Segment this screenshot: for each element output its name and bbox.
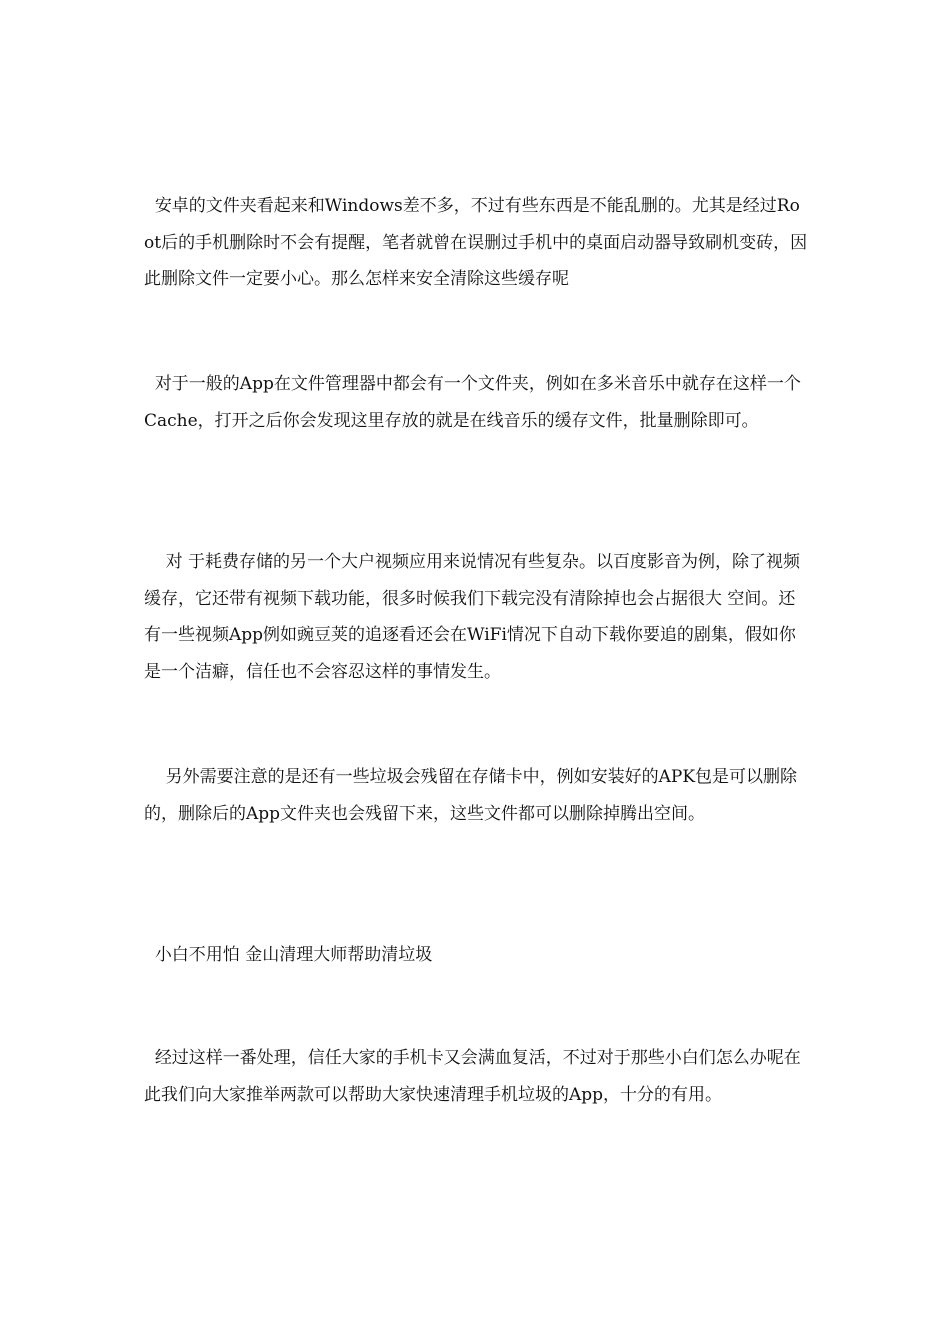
paragraph-app-cache: 对于一般的App在文件管理器中都会有一个文件夹，例如在多米音乐中就存在这样一个Cache，打开之后你会发现这里存放的就是在线音乐的缓存文件，批量删除即可。 (144, 374, 801, 431)
paragraph-closing: 经过这样一番处理，信任大家的手机卡又会满血复活，不过对于那些小白们怎么办呢在此我们向大家推举两款可以帮助大家快速清理手机垃圾的App，十分的有用。 (144, 1048, 801, 1105)
paragraph-video-apps: 对 于耗费存储的另一个大户视频应用来说情况有些复杂。以百度影音为例，除了视频缓存，它还带有视频下载功能，很多时候我们下载完没有清除掉也会占据很大 空间。还有一些视频App例如豌豆荚的追逐看还会在WiFi情况下自动下载你要追的剧集，假如你是一个洁癖，信任也不会容忍这样的事情发生。 (144, 552, 801, 682)
paragraph-android-folders: 安卓的文件夹看起来和Windows差不多，不过有些东西是不能乱删的。尤其是经过Root后的手机删除时不会有提醒，笔者就曾在误删过手机中的桌面启动器导致刷机变砖，因此删除文件一定要小心。那么怎样来安全清除这些缓存呢 (144, 196, 808, 289)
section-heading: 小白不用怕 金山清理大师帮助清垃圾 (144, 945, 433, 965)
paragraph-storage-card: 另外需要注意的是还有一些垃圾会残留在存储卡中，例如安装好的APK包是可以删除的，删除后的App文件夹也会残留下来，这些文件都可以删除掉腾出空间。 (144, 767, 798, 824)
